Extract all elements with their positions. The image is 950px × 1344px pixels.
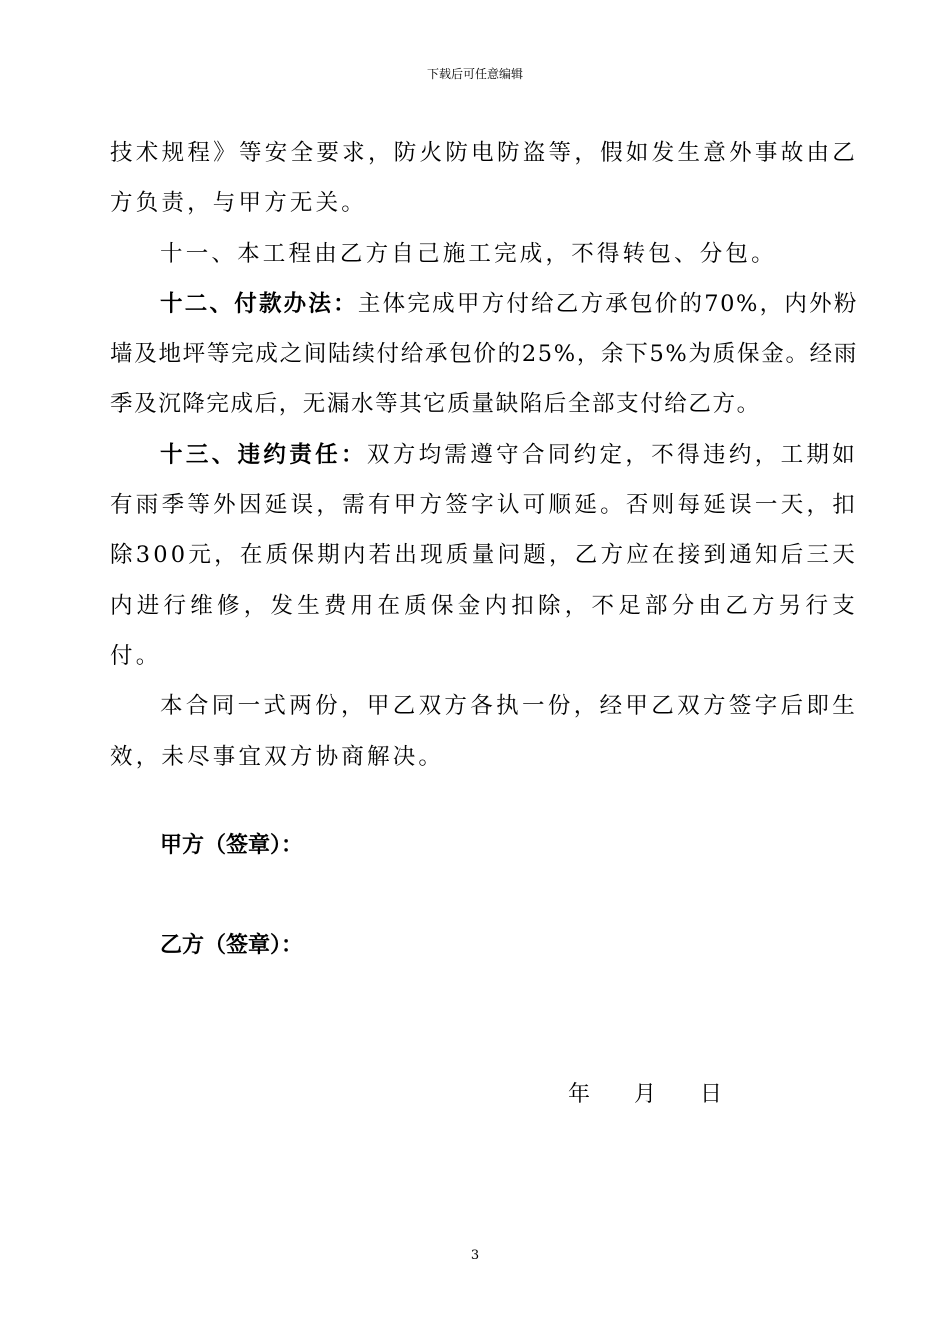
party-b-signature-label: 乙方（签章）： — [160, 933, 304, 958]
clause-13-text: 双方均需遵守合同约定，不得违约，工期如有雨季等外因延误，需有甲方签字认可顺延。否则每延误一天，扣除300元，在质保期内若出现质量问题，乙方应在接到通知后三天内进行维修，发生费用在质保金内扣除，不足部分由乙方另行支付。 — [110, 441, 858, 669]
date-day-label: 日 — [700, 1082, 723, 1107]
page-number: 3 — [470, 1248, 480, 1263]
date-year-label: 年 — [568, 1082, 591, 1107]
paragraph-clause-13 — [110, 430, 858, 681]
clause-12-text: 主体完成甲方付给乙方承包价的70%，内外粉墙及地坪等完成之间陆续付给承包价的25%，余下5%为质保金。经雨季及沉降完成后，无漏水等其它质量缺陷后全部支付给乙方。 — [110, 290, 858, 418]
date-month-label: 月 — [634, 1082, 657, 1107]
party-a-signature-label: 甲方（签章）： — [160, 833, 304, 858]
signing-date — [568, 1080, 722, 1110]
paragraph-clause-11: 十一、本工程由乙方自己施工完成，不得转包、分包。 — [160, 240, 777, 267]
contract-body — [110, 128, 858, 782]
clause-12-label: 十二、付款办法： — [160, 290, 358, 317]
page-header: 下载后可任意编辑 — [426, 67, 523, 81]
paragraph-clause-12 — [110, 279, 858, 430]
clause-13-label: 十三、违约责任： — [160, 441, 367, 468]
paragraph-safety: 技术规程》等安全要求，防火防电防盗等，假如发生意外事故由乙方负责，与甲方无关。 — [110, 140, 858, 217]
paragraph-copies: 本合同一式两份，甲乙双方各执一份，经甲乙双方签字后即生效，未尽事宜双方协商解决。 — [110, 693, 858, 770]
